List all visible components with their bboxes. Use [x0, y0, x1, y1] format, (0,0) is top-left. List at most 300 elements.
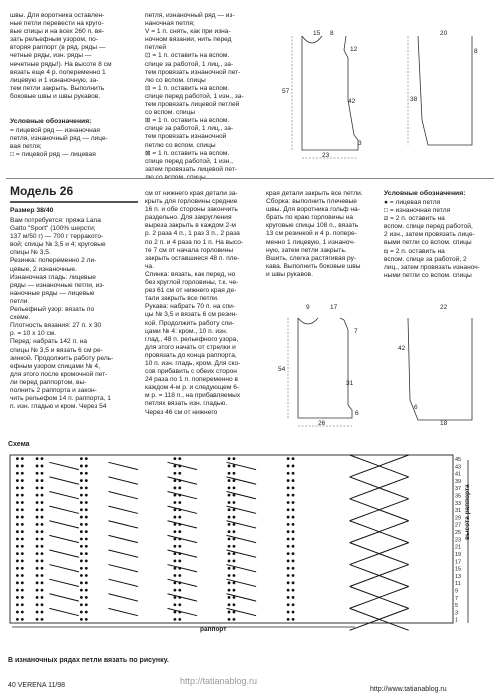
- top-conventions-title: Условные обозначения:: [10, 118, 92, 125]
- page-number: 40 VERENA 11/98: [8, 682, 66, 689]
- chart-stroke: [227, 506, 257, 513]
- conventions-title: Условные обозначения:: [384, 190, 466, 197]
- chart-dot: [21, 479, 24, 482]
- chart-dot: [85, 516, 88, 519]
- chart-dot: [85, 567, 88, 570]
- chart-dot: [36, 589, 39, 592]
- chart-stroke: [227, 462, 257, 469]
- chart-dot: [233, 516, 236, 519]
- chart-dot: [173, 486, 176, 489]
- chart-dot: [228, 560, 231, 563]
- chart-dot: [21, 618, 24, 621]
- chart-dot: [16, 618, 19, 621]
- chart-dot: [228, 596, 231, 599]
- chart-dot: [21, 538, 24, 541]
- chart-dot: [228, 611, 231, 614]
- chart-dot: [36, 603, 39, 606]
- chart-dot: [36, 523, 39, 526]
- chart-dot: [287, 581, 290, 584]
- chart-dot: [228, 581, 231, 584]
- chart-dot: [85, 574, 88, 577]
- chart-dot: [21, 494, 24, 497]
- chart-dot: [287, 574, 290, 577]
- chart-dot: [41, 596, 44, 599]
- chart-dot: [173, 479, 176, 482]
- chart-stroke: [227, 535, 257, 542]
- model-column-2-text: см от нижнего края детали за- крыть для горловины средние 16 п. и обе стороны закончить раздельно. Для закругления выреза закрыть в каждом 2-м р. 2 раза 4 п., 1 раз 3 п., 2 раза по 2 п. и 4 раза по 1 п. На высо- те 7 см от начала горловины закрыть оставшиеся 48 п. пле- ча. Спинка: вязать, как перед, но без круглой горловины, т.к. че- рез 61 см от нижнего края де- тали закрыть все петли. Рукава: набрать 70 п. на спи- цы № 3,5 и вязать 6 см резин- кой. Продолжить работу спи- цами № 4: кром., 10 п. изн. глад., 48 п. рельефного узора, для этого начать от стрелки и провязать до конца раппорта, 10 п. изн. гладь, кром. Для ско- сов прибавить с обеих сторон 24 раза по 1 п. попеременно в каждом 4-м р. и следующем 6- м р. = 118 п., на прибавляемых петлях вязать изн. гладью. Через 46 см от нижнего: [145, 190, 244, 416]
- chart-dot: [21, 530, 24, 533]
- chart-dot: [233, 596, 236, 599]
- chart-dot: [178, 603, 181, 606]
- chart-dot: [228, 472, 231, 475]
- chart-dot: [21, 508, 24, 511]
- chart-dot: [228, 479, 231, 482]
- dim-label: 18: [440, 420, 448, 427]
- chart-stroke: [108, 594, 138, 601]
- chart-dot: [21, 457, 24, 460]
- chart-dot: [287, 472, 290, 475]
- chart-dot: [80, 472, 83, 475]
- chart-row-number: 19: [455, 551, 462, 558]
- chart-row-number: 15: [455, 566, 462, 573]
- chart-dot: [178, 457, 181, 460]
- dim-label: 3: [358, 140, 362, 147]
- top-conventions-text: = лицевой ряд — изнаночная петля, изнаночный ряд — лице- вая петля; □ = лицевой ряд — лицевая: [10, 127, 108, 159]
- chart-stroke: [108, 550, 138, 557]
- chart-dot: [287, 516, 290, 519]
- chart-dot: [41, 618, 44, 621]
- chart-dot: [41, 567, 44, 570]
- chart-diamond: [350, 455, 380, 477]
- chart-dot: [173, 457, 176, 460]
- dim-label: 8: [330, 30, 334, 37]
- chart-dot: [16, 465, 19, 468]
- dim-label: 7: [354, 328, 358, 335]
- chart-dot: [287, 523, 290, 526]
- chart-row-number: 29: [455, 515, 462, 522]
- chart-dot: [41, 545, 44, 548]
- chart-dot: [233, 538, 236, 541]
- chart-dot: [80, 545, 83, 548]
- chart-dot: [173, 618, 176, 621]
- chart-dot: [41, 530, 44, 533]
- chart-dot: [85, 589, 88, 592]
- chart-dot: [228, 603, 231, 606]
- chart-dot: [228, 538, 231, 541]
- chart-dot: [85, 552, 88, 555]
- chart-dot: [85, 523, 88, 526]
- chart-stroke: [108, 506, 138, 513]
- chart-diamond: [350, 565, 380, 587]
- chart-stroke: [108, 579, 138, 586]
- chart-stroke: [49, 506, 79, 513]
- chart-dot: [228, 508, 231, 511]
- chart-stroke: [227, 608, 257, 615]
- chart-dot: [287, 545, 290, 548]
- chart-dot: [16, 574, 19, 577]
- chart-dot: [21, 589, 24, 592]
- chart-dot: [80, 530, 83, 533]
- chart-stroke: [168, 550, 198, 557]
- chart-dot: [233, 581, 236, 584]
- chart-dot: [80, 516, 83, 519]
- chart-dot: [36, 560, 39, 563]
- chart-dot: [228, 465, 231, 468]
- chart-row-number: 9: [455, 588, 459, 595]
- chart-dot: [287, 465, 290, 468]
- chart-dot: [85, 618, 88, 621]
- chart-dot: [233, 479, 236, 482]
- chart-dot: [16, 457, 19, 460]
- chart-stroke: [108, 521, 138, 528]
- chart-dot: [80, 501, 83, 504]
- chart-dot: [36, 530, 39, 533]
- chart-dot: [41, 457, 44, 460]
- chart-dot: [173, 472, 176, 475]
- chart-dot: [173, 523, 176, 526]
- chart-dot: [292, 501, 295, 504]
- chart-dot: [85, 545, 88, 548]
- chart-dot: [21, 567, 24, 570]
- dim-label: 17: [330, 304, 338, 311]
- chart-dot: [21, 611, 24, 614]
- chart-dot: [292, 538, 295, 541]
- chart-dot: [292, 611, 295, 614]
- chart-dot: [36, 574, 39, 577]
- chart-dot: [287, 567, 290, 570]
- chart-dot: [80, 465, 83, 468]
- chart-dot: [233, 523, 236, 526]
- chart-dot: [85, 472, 88, 475]
- chart-dot: [228, 530, 231, 533]
- chart-diamond: [379, 565, 409, 587]
- chart-dot: [80, 494, 83, 497]
- chart-dot: [228, 545, 231, 548]
- chart-dot: [228, 523, 231, 526]
- chart-dot: [85, 560, 88, 563]
- dim-label: 38: [410, 96, 418, 103]
- chart-stroke: [108, 462, 138, 469]
- chart-dot: [233, 560, 236, 563]
- chart-dot: [228, 516, 231, 519]
- chart-dot: [292, 479, 295, 482]
- chart-diamond: [379, 455, 409, 477]
- chart-dot: [228, 494, 231, 497]
- chart-stroke: [168, 477, 198, 484]
- chart-dot: [292, 465, 295, 468]
- chart-dot: [85, 611, 88, 614]
- chart-dot: [292, 494, 295, 497]
- chart-stroke: [168, 506, 198, 513]
- chart-dot: [292, 523, 295, 526]
- chart-diamond: [350, 499, 380, 521]
- chart-diamond: [350, 543, 380, 565]
- chart-dot: [16, 603, 19, 606]
- chart-stroke: [49, 462, 79, 469]
- chart-row-number: 41: [455, 471, 462, 478]
- dim-label: 42: [348, 98, 356, 105]
- chart-dot: [80, 611, 83, 614]
- chart-dot: [80, 567, 83, 570]
- chart-row-number: 3: [455, 610, 459, 617]
- chart-dot: [41, 472, 44, 475]
- chart-diamond: [379, 477, 409, 499]
- chart-dot: [173, 581, 176, 584]
- chart-dot: [80, 560, 83, 563]
- chart-dot: [85, 581, 88, 584]
- chart-stroke: [227, 477, 257, 484]
- chart-dot: [41, 538, 44, 541]
- dim-label: 8: [474, 48, 478, 55]
- chart-dot: [178, 501, 181, 504]
- chart-dot: [178, 472, 181, 475]
- chart-dot: [16, 472, 19, 475]
- chart-stroke: [108, 535, 138, 542]
- chart-dot: [36, 596, 39, 599]
- chart-dot: [16, 494, 19, 497]
- chart-dot: [173, 567, 176, 570]
- chart-dot: [36, 545, 39, 548]
- chart-dot: [21, 560, 24, 563]
- chart-dot: [16, 560, 19, 563]
- chart-dot: [287, 603, 290, 606]
- chart-stroke: [168, 608, 198, 615]
- chart-dot: [85, 486, 88, 489]
- chart-dot: [233, 545, 236, 548]
- dim-label: 23: [322, 152, 330, 159]
- watermark: http://tatianablog.ru: [180, 676, 258, 686]
- chart-dot: [80, 486, 83, 489]
- chart-dot: [85, 494, 88, 497]
- chart-diamond: [350, 477, 380, 499]
- chart-dot: [36, 581, 39, 584]
- chart-dot: [233, 574, 236, 577]
- chart-stroke: [108, 492, 138, 499]
- chart-dot: [41, 560, 44, 563]
- chart-dot: [80, 596, 83, 599]
- chart-row-number: 37: [455, 486, 462, 493]
- chart-dot: [173, 545, 176, 548]
- chart-dot: [233, 589, 236, 592]
- chart-dot: [16, 516, 19, 519]
- chart-dot: [21, 603, 24, 606]
- chart-dot: [85, 538, 88, 541]
- chart-diamond: [379, 543, 409, 565]
- chart-dot: [233, 611, 236, 614]
- chart-dot: [178, 530, 181, 533]
- size-label: Размер 38/40: [10, 207, 54, 214]
- conventions-text: ● = лицевая петля □ = изнаночная петля ⧄ = 2 п. оставить на вспом. спице перед работой, 2 изн., затем провязать лице- выми петли со вспом. спицы ⧅ = 2 п. оставить на вспом. спице за работой, 2 лиц., затем провязать изнаноч- ными петли со вспом. спицы: [384, 199, 480, 279]
- chart-diamond: [379, 521, 409, 543]
- chart-dot: [36, 472, 39, 475]
- dim-label: 42: [398, 345, 406, 352]
- chart-dot: [233, 457, 236, 460]
- chart-dot: [233, 494, 236, 497]
- chart-dot: [233, 508, 236, 511]
- chart-dot: [21, 465, 24, 468]
- chart-dot: [41, 508, 44, 511]
- dim-label: 6: [355, 410, 359, 417]
- chart-dot: [292, 508, 295, 511]
- chart-dot: [287, 508, 290, 511]
- chart-dot: [292, 545, 295, 548]
- chart-dot: [287, 538, 290, 541]
- chart-row-number: 43: [455, 464, 462, 471]
- chart-row-number: 33: [455, 500, 462, 507]
- chart-dot: [41, 581, 44, 584]
- chart-dot: [173, 611, 176, 614]
- chart-dot: [16, 508, 19, 511]
- chart-stroke: [168, 521, 198, 528]
- chart-dot: [21, 574, 24, 577]
- chart-stroke: [49, 550, 79, 557]
- chart-dot: [21, 486, 24, 489]
- dim-label: 9: [306, 304, 310, 311]
- chart-dot: [292, 589, 295, 592]
- chart-dot: [287, 530, 290, 533]
- chart-dot: [292, 596, 295, 599]
- chart-stroke: [168, 492, 198, 499]
- chart-dot: [21, 523, 24, 526]
- chart-dot: [36, 486, 39, 489]
- chart-stroke: [49, 492, 79, 499]
- chart-dot: [36, 508, 39, 511]
- dim-label: 12: [350, 46, 358, 53]
- chart-row-number: 1: [455, 617, 459, 624]
- chart-dot: [173, 574, 176, 577]
- chart-dot: [292, 552, 295, 555]
- chart-dot: [21, 596, 24, 599]
- chart-dot: [80, 618, 83, 621]
- chart-dot: [292, 457, 295, 460]
- chart-dot: [80, 523, 83, 526]
- chart-stroke: [49, 521, 79, 528]
- chart-stroke: [49, 608, 79, 615]
- chart-dot: [173, 494, 176, 497]
- chart-row-number: 27: [455, 522, 462, 529]
- chart-title: Схема: [8, 441, 30, 448]
- chart-dot: [16, 523, 19, 526]
- chart-dot: [287, 611, 290, 614]
- chart-dot: [36, 494, 39, 497]
- chart-dot: [173, 589, 176, 592]
- chart-dot: [16, 589, 19, 592]
- chart-dot: [173, 603, 176, 606]
- chart-dot: [16, 581, 19, 584]
- chart-stroke: [49, 565, 79, 572]
- chart-dot: [16, 538, 19, 541]
- chart-row-number: 39: [455, 478, 462, 485]
- chart-dot: [292, 560, 295, 563]
- chart-dot: [36, 567, 39, 570]
- chart-dot: [80, 479, 83, 482]
- chart-dot: [233, 465, 236, 468]
- chart-dot: [80, 552, 83, 555]
- chart-dot: [287, 618, 290, 621]
- chart-dot: [173, 538, 176, 541]
- chart-dot: [228, 618, 231, 621]
- chart-dot: [292, 618, 295, 621]
- chart-diamond: [350, 586, 380, 608]
- chart-stroke: [108, 608, 138, 615]
- chart-dot: [41, 552, 44, 555]
- model-column-3-text: края детали закрыть все петли. Сборка: выполнить плечевые швы. Для воротника гольф на- брать по краю горловины на круговые спицы 108 п., вязать 13 см резинкой и 4 р. попере- менно 1 лицевую, 1 изнаноч- ную, затем петли закрыть. Вшить, слегка растягивая ру- кава. Выполнить боковые швы и швы рукавов.: [266, 190, 363, 278]
- chart-stroke: [168, 579, 198, 586]
- chart-dot: [85, 501, 88, 504]
- chart-dot: [36, 501, 39, 504]
- dim-label: 15: [313, 30, 321, 37]
- chart-dot: [233, 552, 236, 555]
- chart-dot: [21, 501, 24, 504]
- chart-dot: [287, 589, 290, 592]
- chart-dot: [178, 516, 181, 519]
- watermark-right: http://www.tatianablog.ru: [370, 686, 447, 693]
- chart-stroke: [168, 565, 198, 572]
- chart-diamond: [350, 521, 380, 543]
- chart-stroke: [227, 550, 257, 557]
- chart-dot: [292, 567, 295, 570]
- chart-dot: [16, 501, 19, 504]
- chart-dot: [287, 486, 290, 489]
- chart-dot: [41, 494, 44, 497]
- chart-dot: [228, 501, 231, 504]
- chart-row-number: 25: [455, 530, 462, 537]
- chart-dot: [36, 465, 39, 468]
- chart-stroke: [168, 535, 198, 542]
- chart-stroke: [108, 565, 138, 572]
- chart-dot: [292, 530, 295, 533]
- chart-row-number: 21: [455, 544, 462, 551]
- chart-dot: [36, 538, 39, 541]
- chart-dot: [36, 479, 39, 482]
- chart-dot: [80, 457, 83, 460]
- chart-dot: [36, 552, 39, 555]
- chart-dot: [173, 552, 176, 555]
- chart-dot: [173, 530, 176, 533]
- chart-dot: [85, 596, 88, 599]
- chart-dot: [85, 603, 88, 606]
- chart-dot: [21, 545, 24, 548]
- chart-dot: [228, 574, 231, 577]
- chart-stroke: [227, 565, 257, 572]
- model-title: Модель 26: [10, 184, 74, 198]
- chart-dot: [178, 486, 181, 489]
- chart-dot: [41, 501, 44, 504]
- chart-dot: [173, 560, 176, 563]
- chart-dot: [16, 596, 19, 599]
- chart-dot: [16, 567, 19, 570]
- chart-dot: [233, 603, 236, 606]
- chart-stroke: [49, 594, 79, 601]
- chart-dot: [36, 611, 39, 614]
- chart-dot: [16, 545, 19, 548]
- chart-diamond: [379, 608, 409, 630]
- chart-stroke: [168, 462, 198, 469]
- chart-stroke: [49, 579, 79, 586]
- chart-dot: [173, 516, 176, 519]
- chart-row-number: 11: [455, 581, 461, 588]
- chart-row-number: 45: [455, 457, 462, 463]
- chart-dot: [16, 530, 19, 533]
- chart-dot: [173, 508, 176, 511]
- dim-label: 20: [440, 30, 448, 37]
- chart-dot: [287, 479, 290, 482]
- chart-dot: [292, 574, 295, 577]
- chart-dot: [287, 596, 290, 599]
- chart-dot: [41, 486, 44, 489]
- chart-dot: [21, 552, 24, 555]
- chart-dot: [41, 611, 44, 614]
